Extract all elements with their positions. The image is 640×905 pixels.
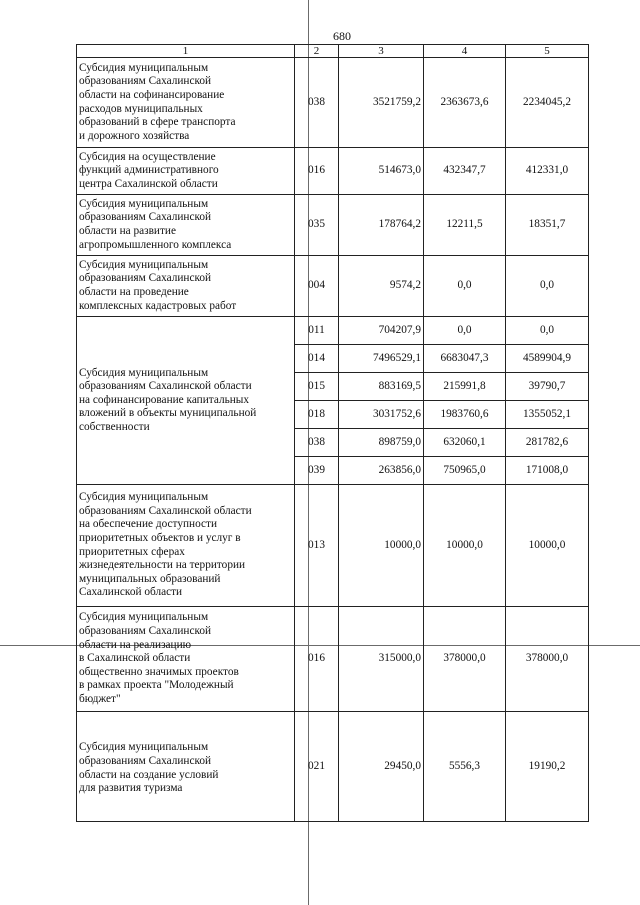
table-row <box>77 256 589 317</box>
row-value-col4: 378000,0 <box>424 607 506 712</box>
row-value-col5: 281782,6 <box>506 429 589 457</box>
row-value-col4: 215991,8 <box>424 373 506 401</box>
row-code: 011 <box>295 317 339 345</box>
row-value-col4: 632060,1 <box>424 429 506 457</box>
row-description: Субсидия муниципальным образованиям Сахалинской области на создание условий для развития туризма <box>77 712 295 822</box>
row-description: Субсидия муниципальным образованиям Сахалинской области на развитие агропромышленного комплекса <box>77 195 295 256</box>
row-value-col3: 3521759,2 <box>339 58 424 148</box>
row-value-col3: 7496529,1 <box>339 345 424 373</box>
column-header-1: 1 <box>77 45 295 58</box>
row-value-col3: 514673,0 <box>339 148 424 195</box>
row-value-col5: 4589904,9 <box>506 345 589 373</box>
row-code: 035 <box>295 195 339 256</box>
row-value-col3: 3031752,6 <box>339 401 424 429</box>
row-value-col3: 178764,2 <box>339 195 424 256</box>
row-value-col4: 1983760,6 <box>424 401 506 429</box>
row-value-col4: 5556,3 <box>424 712 506 822</box>
row-value-col5: 378000,0 <box>506 607 589 712</box>
table-row <box>77 317 589 345</box>
row-value-col4: 2363673,6 <box>424 58 506 148</box>
row-value-col4: 0,0 <box>424 256 506 317</box>
row-value-col5: 0,0 <box>506 317 589 345</box>
row-value-col5: 171008,0 <box>506 457 589 485</box>
row-value-col3: 29450,0 <box>339 712 424 822</box>
row-value-col5: 2234045,2 <box>506 58 589 148</box>
row-value-col5: 1355052,1 <box>506 401 589 429</box>
row-value-col4: 0,0 <box>424 317 506 345</box>
row-value-col4: 750965,0 <box>424 457 506 485</box>
row-code: 039 <box>295 457 339 485</box>
row-description: Субсидия на осуществление функций административного центра Сахалинской области <box>77 148 295 195</box>
row-value-col5: 19190,2 <box>506 712 589 822</box>
row-value-col5: 0,0 <box>506 256 589 317</box>
row-description: Субсидия муниципальным образованиям Сахалинской области на реализацию в Сахалинской области общественно значимых проектов в рамках проекта "Молодежный бюджет" <box>77 607 295 712</box>
row-code: 013 <box>295 485 339 607</box>
table-row <box>77 712 589 822</box>
row-code: 018 <box>295 401 339 429</box>
row-value-col5: 10000,0 <box>506 485 589 607</box>
page-number: 680 <box>333 29 351 43</box>
row-value-col4: 6683047,3 <box>424 345 506 373</box>
row-value-col5: 412331,0 <box>506 148 589 195</box>
row-code: 014 <box>295 345 339 373</box>
table-row <box>77 195 589 256</box>
row-value-col4: 10000,0 <box>424 485 506 607</box>
row-value-col3: 263856,0 <box>339 457 424 485</box>
row-code: 016 <box>295 148 339 195</box>
column-header-2: 2 <box>295 45 339 58</box>
row-code: 004 <box>295 256 339 317</box>
row-value-col3: 704207,9 <box>339 317 424 345</box>
row-description: Субсидия муниципальным образованиям Сахалинской области на софинансирование расходов муниципальных образований в сфере транспорта и дорожного хозяйства <box>77 58 295 148</box>
row-description: Субсидия муниципальным образованиям Сахалинской области на проведение комплексных кадастровых работ <box>77 256 295 317</box>
row-value-col3: 315000,0 <box>339 607 424 712</box>
table-header-row <box>77 45 589 58</box>
row-value-col4: 432347,7 <box>424 148 506 195</box>
row-code: 038 <box>295 58 339 148</box>
row-code: 021 <box>295 712 339 822</box>
row-code: 038 <box>295 429 339 457</box>
table-row <box>77 58 589 148</box>
row-description: Субсидия муниципальным образованиям Сахалинской области на софинансирование капитальных вложений в объекты муниципальной собственности <box>77 317 295 485</box>
row-code: 016 <box>295 607 339 712</box>
row-value-col5: 39790,7 <box>506 373 589 401</box>
row-value-col4: 12211,5 <box>424 195 506 256</box>
column-header-5: 5 <box>506 45 589 58</box>
table-row <box>77 148 589 195</box>
row-value-col3: 898759,0 <box>339 429 424 457</box>
table-row <box>77 485 589 607</box>
row-value-col3: 883169,5 <box>339 373 424 401</box>
row-value-col5: 18351,7 <box>506 195 589 256</box>
column-header-3: 3 <box>339 45 424 58</box>
row-value-col3: 9574,2 <box>339 256 424 317</box>
row-code: 015 <box>295 373 339 401</box>
table-row <box>77 607 589 712</box>
row-description: Субсидия муниципальным образованиям Сахалинской области на обеспечение доступности приоритетных объектов и услуг в приоритетных сферах жизнедеятельности на территории муниципальных образований Сахалинской области <box>77 485 295 607</box>
row-value-col3: 10000,0 <box>339 485 424 607</box>
column-header-4: 4 <box>424 45 506 58</box>
budget-table <box>76 44 589 822</box>
